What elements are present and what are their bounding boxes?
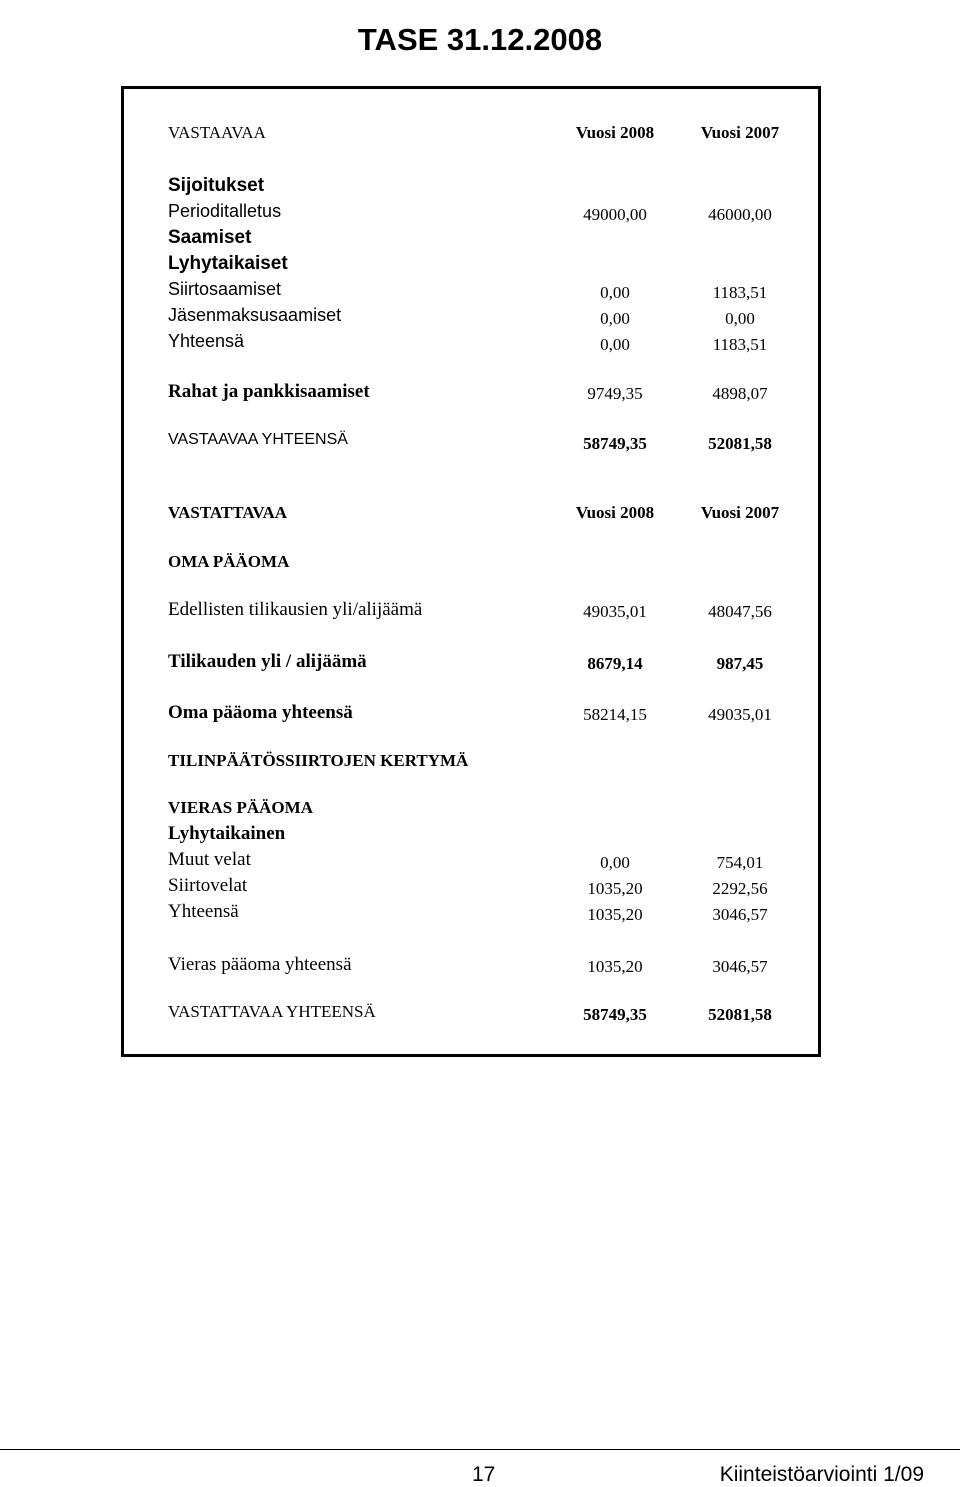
siirtosaamiset-2007: 1183,51 — [712, 283, 768, 302]
rahat-2007: 4898,07 — [712, 384, 768, 403]
siirtovelat-2007: 2292,56 — [712, 879, 768, 898]
vieras-yhteensa-2008: 1035,20 — [587, 957, 643, 976]
tilinpaatos-heading: TILINPÄÄTÖSSIIRTOJEN KERTYMÄ — [168, 751, 469, 770]
liabilities-yhteensa-2008: 1035,20 — [587, 905, 643, 924]
col-2008-header-2: Vuosi 2008 — [575, 503, 655, 522]
table-row — [124, 279, 818, 305]
col-2007-header-2: Vuosi 2007 — [700, 503, 780, 522]
table-row — [124, 651, 818, 677]
table-row — [124, 849, 818, 875]
liabilities-header-row — [124, 503, 818, 529]
muut-velat-2007: 754,01 — [716, 853, 764, 872]
jasenmaksusaamiset-2008: 0,00 — [600, 309, 630, 328]
table-row — [124, 954, 818, 980]
sijoitukset-heading: Sijoitukset — [168, 175, 265, 196]
muut-velat-2008: 0,00 — [600, 853, 630, 872]
assets-header-row — [124, 123, 818, 149]
table-row — [124, 875, 818, 901]
perioditalletus-2007: 46000,00 — [708, 205, 772, 224]
page-number: 17 — [472, 1463, 496, 1486]
liabilities-total-2007: 52081,58 — [708, 1005, 772, 1024]
jasenmaksusaamiset-2007: 0,00 — [725, 309, 755, 328]
publication-name: Kiinteistöarviointi 1/09 — [719, 1463, 924, 1486]
table-row — [124, 431, 818, 457]
saamiset-heading: Saamiset — [168, 227, 252, 248]
perioditalletus-label: Perioditalletus — [168, 201, 282, 221]
vieras-yhteensa-label: Vieras pääoma yhteensä — [168, 954, 352, 975]
perioditalletus-2008: 49000,00 — [583, 205, 647, 224]
siirtosaamiset-2008: 0,00 — [600, 283, 630, 302]
oma-yhteensa-2007: 49035,01 — [708, 705, 772, 724]
liabilities-total-2008: 58749,35 — [583, 1005, 647, 1024]
tilinpaatos-row — [124, 751, 818, 777]
col-2007-header: Vuosi 2007 — [700, 123, 780, 142]
lyhytaikaiset-row — [124, 253, 818, 279]
assets-heading: VASTAAVAA — [168, 123, 266, 142]
sijoitukset-row — [124, 175, 818, 201]
siirtosaamiset-label: Siirtosaamiset — [168, 279, 282, 299]
assets-yhteensa-label: Yhteensä — [168, 331, 245, 351]
lyhytaikainen-row — [124, 823, 818, 849]
page-title: TASE 31.12.2008 — [357, 22, 603, 57]
edellisten-2007: 48047,56 — [708, 602, 772, 621]
tilikauden-label: Tilikauden yli / alijäämä — [168, 651, 367, 672]
footer-divider — [0, 1449, 960, 1450]
liabilities-heading: VASTATTAVAA — [168, 503, 288, 522]
assets-yhteensa-2008: 0,00 — [600, 335, 630, 354]
liabilities-yhteensa-2007: 3046,57 — [712, 905, 768, 924]
siirtovelat-label: Siirtovelat — [168, 875, 248, 896]
liabilities-total-label: VASTATTAVAA YHTEENSÄ — [168, 1002, 376, 1021]
rahat-2008: 9749,35 — [587, 384, 643, 403]
assets-total-label: VASTAAVAA YHTEENSÄ — [168, 431, 348, 448]
assets-total-2008: 58749,35 — [583, 434, 647, 453]
assets-yhteensa-2007: 1183,51 — [712, 335, 768, 354]
edellisten-2008: 49035,01 — [583, 602, 647, 621]
jasenmaksusaamiset-label: Jäsenmaksusaamiset — [168, 305, 342, 325]
vieras-paaoma-row — [124, 798, 818, 824]
assets-total-2007: 52081,58 — [708, 434, 772, 453]
rahat-label: Rahat ja pankkisaamiset — [168, 381, 370, 402]
tilikauden-2008: 8679,14 — [587, 654, 643, 673]
table-row — [124, 1002, 818, 1028]
table-row — [124, 381, 818, 407]
vieras-yhteensa-2007: 3046,57 — [712, 957, 768, 976]
table-row — [124, 331, 818, 357]
table-row — [124, 599, 818, 625]
oma-yhteensa-label: Oma pääoma yhteensä — [168, 702, 353, 723]
saamiset-row — [124, 227, 818, 253]
col-2008-header: Vuosi 2008 — [575, 123, 655, 142]
vieras-paaoma-heading: VIERAS PÄÄOMA — [168, 798, 313, 817]
siirtovelat-2008: 1035,20 — [587, 879, 643, 898]
oma-paaoma-heading: OMA PÄÄOMA — [168, 552, 290, 571]
table-row — [124, 702, 818, 728]
tilikauden-2007: 987,45 — [716, 654, 764, 673]
table-row — [124, 305, 818, 331]
lyhytaikainen-heading: Lyhytaikainen — [168, 823, 286, 844]
oma-paaoma-row — [124, 552, 818, 578]
oma-yhteensa-2008: 58214,15 — [583, 705, 647, 724]
balance-sheet-box — [121, 86, 821, 1057]
table-row — [124, 901, 818, 927]
liabilities-yhteensa-label: Yhteensä — [168, 901, 239, 922]
table-row — [124, 201, 818, 227]
edellisten-label: Edellisten tilikausien yli/alijäämä — [168, 599, 423, 620]
lyhytaikaiset-heading: Lyhytaikaiset — [168, 253, 288, 274]
muut-velat-label: Muut velat — [168, 849, 251, 870]
